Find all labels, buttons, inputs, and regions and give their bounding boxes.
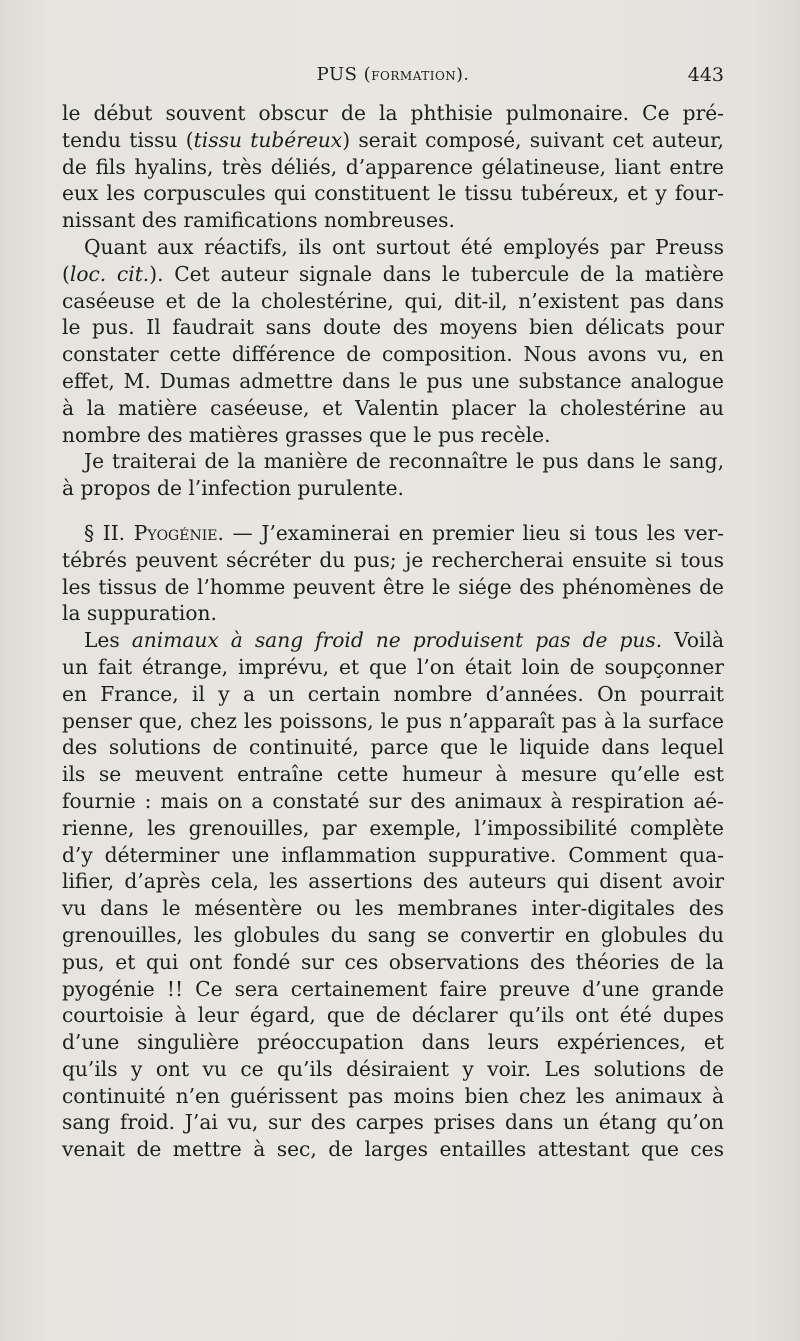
text-line [62, 180, 724, 207]
line-text: la suppuration. [62, 601, 217, 626]
text-line [62, 976, 724, 1003]
line-text: lifier, d’après cela, les assertions des auteurs qui disent avoir [62, 869, 724, 894]
line-text-after: ) serait composé, suivant cet auteur, [342, 127, 724, 152]
text-line [62, 708, 724, 735]
text-line [62, 341, 724, 368]
line-text: rienne, les grenouilles, par exemple, l’impossibilité complète [62, 815, 724, 840]
running-title [62, 64, 724, 85]
line-text: constater cette différence de composition. Nous avons vu, en [62, 342, 724, 367]
section-gap [62, 502, 724, 520]
text-line [62, 207, 724, 234]
text-line [62, 868, 724, 895]
paragraph [62, 100, 724, 234]
italic-text: tissu tubéreux [193, 127, 343, 152]
line-text: qu’ils y ont vu ce qu’ils désiraient y voir. Les solutions de [62, 1056, 724, 1081]
running-title-post: ). [456, 65, 470, 85]
text-line [62, 842, 724, 869]
line-text: § II. [84, 520, 134, 545]
text-line [62, 547, 724, 574]
text-line [62, 368, 724, 395]
text-line [62, 395, 724, 422]
line-text: sang froid. J’ai vu, sur des carpes prises dans un étang qu’on [62, 1110, 724, 1135]
paragraph [62, 448, 724, 502]
line-text: nissant des ramifications nombreuses. [62, 208, 455, 233]
line-text: tébrés peuvent sécréter du pus; je rechercherai ensuite si tous [62, 547, 724, 572]
text-line [62, 154, 724, 181]
line-text: ( [62, 261, 70, 286]
line-text: de fils hyalins, très déliés, d’apparence gélatineuse, liant entre [62, 154, 724, 179]
line-text: à la matière caséeuse, et Valentin placer la cholestérine au [62, 395, 724, 420]
line-text: pus, et qui ont fondé sur ces observations des théories de la [62, 949, 724, 974]
line-text-after: Voilà [662, 628, 724, 653]
text-line [62, 1109, 724, 1136]
body-text [62, 100, 724, 1163]
line-text: d’une singulière préoccupation dans leurs expériences, et [62, 1030, 724, 1055]
line-text: d’y déterminer une inflammation suppurative. Comment qua- [62, 842, 724, 867]
line-text: courtoisie à leur égard, que de déclarer qu’ils ont été dupes [62, 1003, 724, 1028]
italic-text: animaux à sang froid ne produisent pas de pus. [131, 628, 663, 653]
text-line [62, 681, 724, 708]
text-line [62, 1136, 724, 1163]
paragraph [62, 520, 724, 627]
line-text: nombre des matières grasses que le pus recèle. [62, 422, 551, 447]
line-text: Les [84, 628, 132, 653]
line-text: à propos de l’infection purulente. [62, 476, 404, 501]
page-number: 443 [687, 64, 724, 86]
text-line [62, 288, 724, 315]
text-line [62, 100, 724, 127]
text-line [62, 475, 724, 502]
line-text: les tissus de l’homme peuvent être le siége des phénomènes de [62, 574, 724, 599]
text-line [62, 734, 724, 761]
text-line [62, 1083, 724, 1110]
paragraph [62, 234, 724, 448]
running-header [62, 64, 724, 94]
line-text: un fait étrange, imprévu, et que l’on était loin de soupçonner [62, 654, 724, 679]
line-text: le pus. Il faudrait sans doute des moyens bien délicats pour [62, 315, 724, 340]
paragraph [62, 627, 724, 1163]
line-text-after: — J’examinerai en premier lieu si tous les ver- [223, 520, 724, 545]
text-line [62, 314, 724, 341]
line-text: Quant aux réactifs, ils ont surtout été employés par Preuss [84, 234, 724, 259]
line-text: continuité n’en guérissent pas moins bien chez les animaux à [62, 1083, 724, 1108]
text-line [62, 761, 724, 788]
italic-text: loc. cit. [69, 261, 150, 286]
text-line [62, 1056, 724, 1083]
line-text-after: ). Cet auteur signale dans le tubercule de la matière [149, 261, 725, 286]
line-text: pyogénie !! Ce sera certainement faire preuve d’une grande [62, 976, 724, 1001]
line-text: penser que, chez les poissons, le pus n’apparaît pas à la surface [62, 708, 724, 733]
line-text: effet, M. Dumas admettre dans le pus une substance analogue [62, 368, 724, 393]
text-line [62, 654, 724, 681]
line-text: le début souvent obscur de la phthisie pulmonaire. Ce pré- [62, 101, 724, 125]
text-line [62, 234, 724, 261]
section-title: Pyogénie. [133, 520, 224, 545]
line-text: caséeuse et de la cholestérine, qui, dit-il, n’existent pas dans [62, 288, 724, 313]
text-line [62, 600, 724, 627]
text-line [62, 422, 724, 449]
line-text: tendu tissu ( [62, 127, 194, 152]
text-line [62, 815, 724, 842]
text-line [62, 895, 724, 922]
line-text: venait de mettre à sec, de larges entailles attestant que ces [62, 1137, 724, 1162]
line-text: Je traiterai de la manière de reconnaître le pus dans le sang, [84, 449, 724, 474]
line-text: eux les corpuscules qui constituent le tissu tubéreux, et y four- [62, 181, 724, 206]
line-text: grenouilles, les globules du sang se convertir en globules du [62, 922, 724, 947]
line-text: ils se meuvent entraîne cette humeur à mesure qu’elle est [62, 762, 724, 787]
line-text: vu dans le mésentère ou les membranes inter-digitales des [62, 896, 724, 921]
line-text: des solutions de continuité, parce que le liquide dans lequel [62, 735, 724, 760]
line-text: en France, il y a un certain nombre d’années. On pourrait [62, 681, 724, 706]
text-line [62, 1002, 724, 1029]
text-line [62, 520, 724, 547]
text-line [62, 788, 724, 815]
text-line [62, 627, 724, 654]
running-title-pre: PUS ( [316, 64, 372, 85]
text-line [62, 574, 724, 601]
text-line [62, 922, 724, 949]
text-line [62, 261, 724, 288]
text-line [62, 448, 724, 475]
text-line [62, 127, 724, 154]
text-line [62, 949, 724, 976]
running-title-word: formation [371, 65, 457, 85]
text-line [62, 1029, 724, 1056]
line-text: fournie : mais on a constaté sur des animaux à respiration aé- [62, 788, 724, 813]
